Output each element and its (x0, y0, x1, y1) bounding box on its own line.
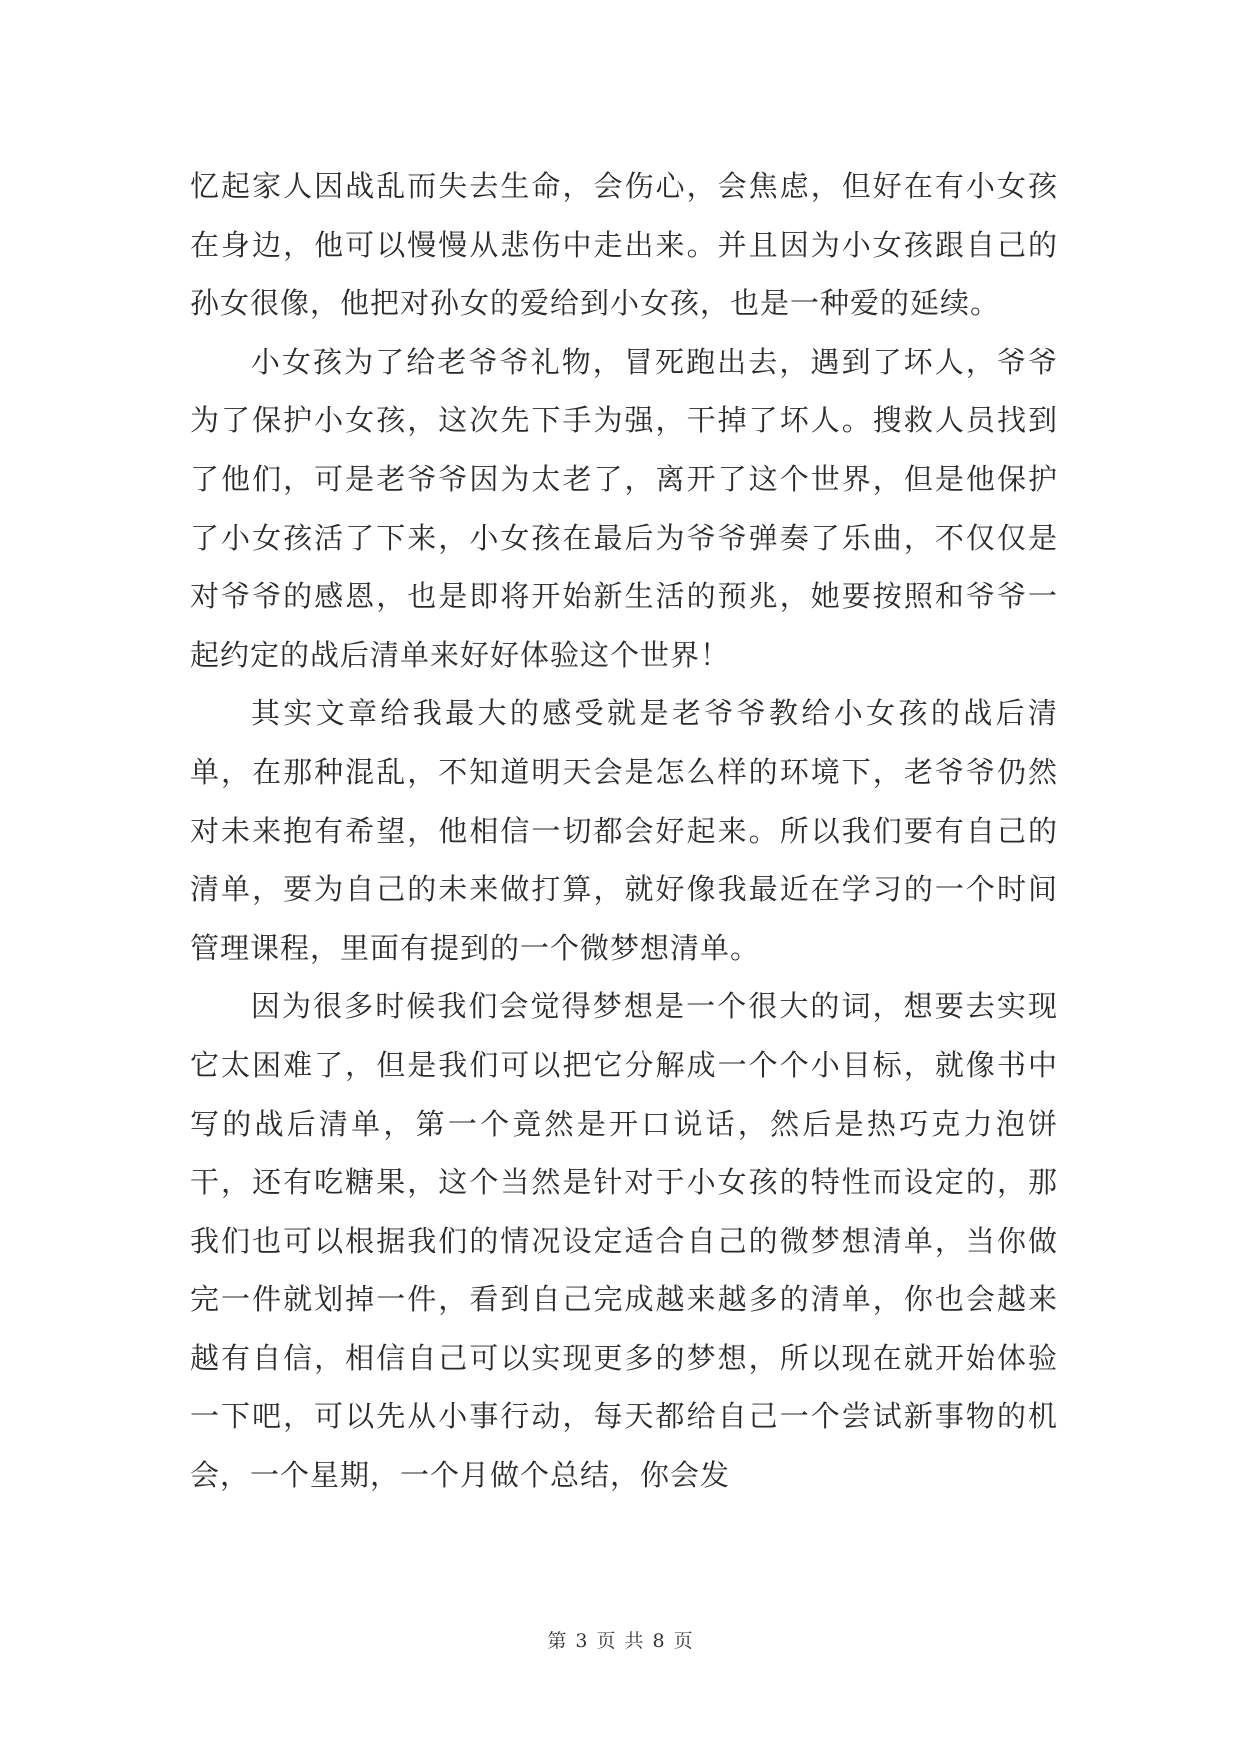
total-page-count: 8 (652, 1630, 666, 1652)
footer-page-word: 页 (596, 1630, 617, 1652)
footer-total-prefix: 共 (624, 1630, 645, 1652)
paragraph-2: 小女孩为了给老爷爷礼物，冒死跑出去，遇到了坏人，爷爷为了保护小女孩，这次先下手为强，干掉了坏人。搜救人员找到了他们，可是老爷爷因为太老了，离开了这个世界，但是他保护了小女孩活了下来，小女孩在最后为爷爷弹奏了乐曲，不仅仅是对爷爷的感恩，也是即将开始新生活的预兆，她要按照和爷爷一起约定的战后清单来好好体验这个世界！ (190, 344, 1058, 672)
page-number-footer (0, 1626, 1241, 1653)
footer-suffix: 页 (673, 1630, 694, 1652)
footer-prefix: 第 (547, 1630, 568, 1652)
paragraph-3: 其实文章给我最大的感受就是老爷爷教给小女孩的战后清单，在那种混乱，不知道明天会是怎么样的环境下，老爷爷仍然对未来抱有希望，他相信一切都会好起来。所以我们要有自己的清单，要为自己的未来做打算，就好像我最近在学习的一个时间管理课程，里面有提到的一个微梦想清单。 (190, 696, 1058, 965)
current-page-number: 3 (575, 1630, 589, 1652)
paragraph-1: 忆起家人因战乱而失去生命，会伤心，会焦虑，但好在有小女孩在身边，他可以慢慢从悲伤中走出来。并且因为小女孩跟自己的孙女很像，他把对孙女的爱给到小女孩，也是一种爱的延续。 (190, 169, 1058, 321)
document-body (190, 157, 1058, 1505)
paragraph-4: 因为很多时候我们会觉得梦想是一个很大的词，想要去实现它太困难了，但是我们可以把它分解成一个个小目标，就像书中写的战后清单，第一个竟然是开口说话，然后是热巧克力泡饼干，还有吃糖果，这个当然是针对于小女孩的特性而设定的，那我们也可以根据我们的情况设定适合自己的微梦想清单，当你做完一件就划掉一件，看到自己完成越来越多的清单，你也会越来越有自信，相信自己可以实现更多的梦想，所以现在就开始体验一下吧，可以先从小事行动，每天都给自己一个尝试新事物的机会，一个星期，一个月做个总结，你会发 (190, 989, 1058, 1493)
